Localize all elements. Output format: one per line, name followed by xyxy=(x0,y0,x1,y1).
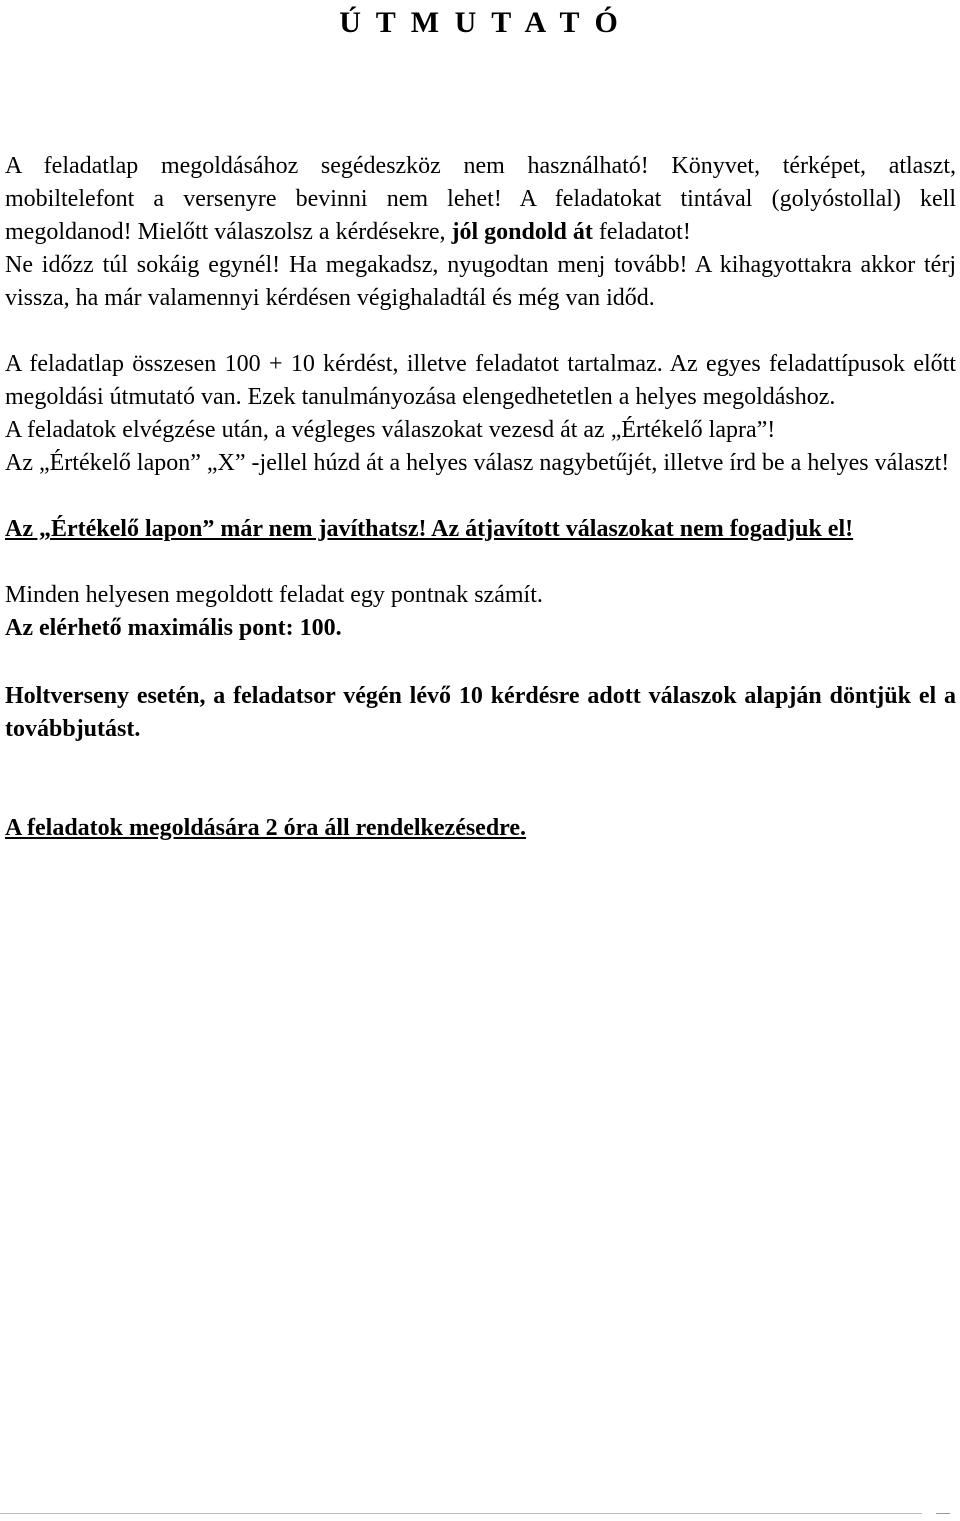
footer-dash xyxy=(936,1513,950,1514)
intro-text-end: feladatot! xyxy=(592,219,691,245)
max-points-line: Az elérhető maximális pont: 100. xyxy=(5,615,342,641)
document-page xyxy=(5,0,956,845)
intro-emphasis: jól gondold át xyxy=(451,219,593,245)
info-paragraph-marking: Az „Értékelő lapon” „X” -jellel húzd át a helyes válasz nagybetűjét, illetve írd be a helyes választ! xyxy=(5,450,950,476)
intro-paragraph-timing: Ne időzz túl sokáig egynél! Ha megakadsz, nyugodtan menj tovább! A kihagyottakra akkor térj vissza, ha már valamennyi kérdésen végighaladtál és még van időd. xyxy=(5,252,956,311)
info-paragraph-transfer: A feladatok elvégzése után, a végleges válaszokat vezesd át az „Értékelő lapra”! xyxy=(5,417,776,443)
warning-paragraph: Az „Értékelő lapon” már nem javíthatsz! Az átjavított válaszokat nem fogadjuk el! xyxy=(5,516,854,542)
tiebreak-paragraph: Holtverseny esetén, a feladatsor végén lévő 10 kérdésre adott válaszok alapján döntjük el a továbbjutást. xyxy=(5,683,956,742)
time-limit-line: A feladatok megoldására 2 óra áll rendelkezésedre. xyxy=(5,815,527,841)
intro-paragraph-rules xyxy=(5,150,956,249)
page-title: Ú T M U T A T Ó xyxy=(339,6,622,39)
intro-text-start: A feladatlap megoldásához segédeszköz nem használható! Könyvet, térképet, atlaszt, mobiltelefont a versenyre bevinni nem lehet! A feladatokat tintával (golyóstollal) kell megoldanod! Mielőtt válaszolsz a kérdésekre, xyxy=(5,153,956,245)
info-paragraph-structure: A feladatlap összesen 100 + 10 kérdést, illetve feladatot tartalmaz. Az egyes feladattípusok előtt megoldási útmutató van. Ezek tanulmányozása elengedhetetlen a helyes megoldáshoz. xyxy=(5,351,956,410)
footer-rule xyxy=(0,1513,922,1514)
scoring-line: Minden helyesen megoldott feladat egy pontnak számít. xyxy=(5,582,543,608)
